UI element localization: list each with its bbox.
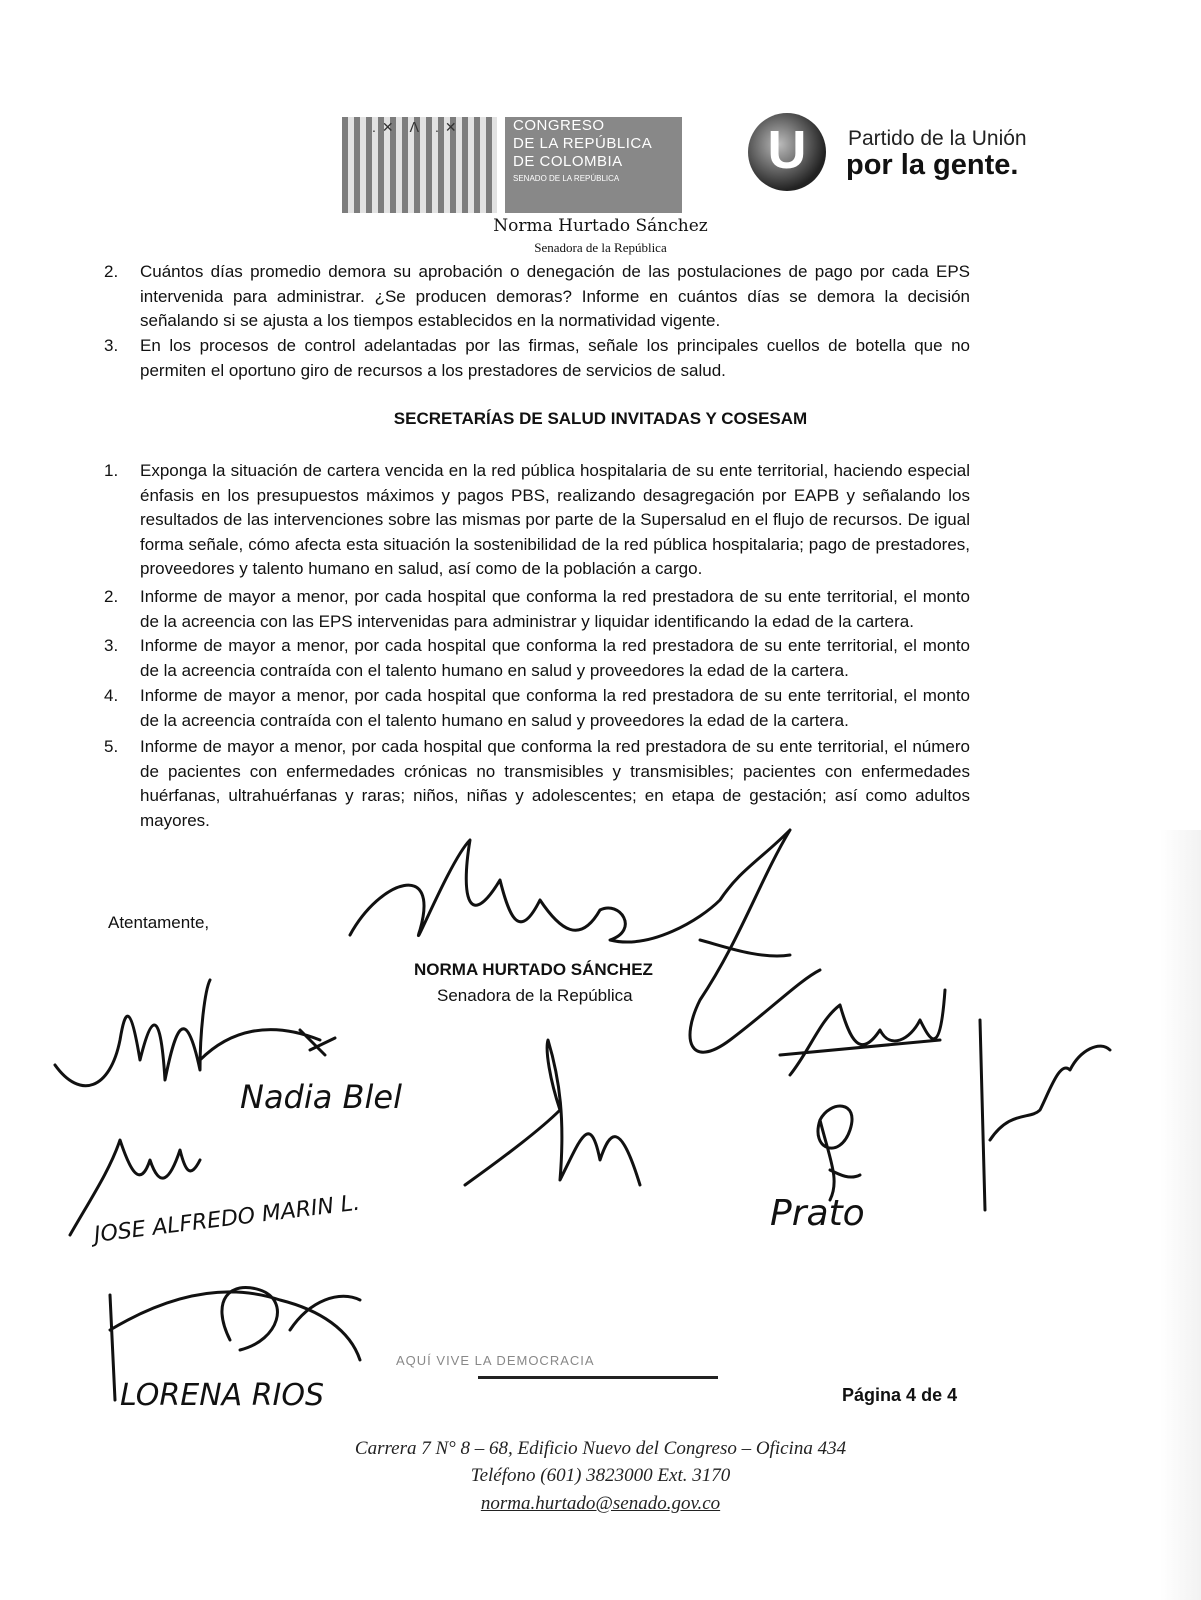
signature-right-3 bbox=[980, 1020, 1110, 1210]
list-item: 3. En los procesos de control adelantadas por las firmas, señale los principales cuellos de botella que no permiten el oportuno giro de recursos a los prestadores de servicios de salud. bbox=[104, 336, 970, 380]
signature-line bbox=[478, 1376, 718, 1379]
signature-role: Senadora de la República bbox=[437, 986, 633, 1005]
page-number: Página 4 de 4 bbox=[842, 1385, 958, 1405]
signature-center bbox=[465, 1040, 640, 1185]
signature-name: NORMA HURTADO SÁNCHEZ bbox=[414, 960, 653, 979]
list-item: 4. Informe de mayor a menor, por cada hospital que conforma la red prestadora de su ente territorial, el monto de la acreencia contraída con el talento humano en salud y proveedores la edad de la cartera. bbox=[104, 686, 970, 730]
signature-right-2 bbox=[818, 1106, 860, 1200]
header-senator-role: Senadora de la República bbox=[534, 240, 667, 255]
footer-address: Carrera 7 N° 8 – 68, Edificio Nuevo del Congreso – Oficina 434 bbox=[354, 1438, 847, 1459]
handwritten-lorena-rios: LORENA RIOS bbox=[120, 1378, 325, 1413]
handwritten-jose-alfredo: JOSE ALFREDO MARIN L. bbox=[92, 1190, 362, 1248]
list-item: 5. Informe de mayor a menor, por cada hospital que conforma la red prestadora de su ente territorial, el número de pacientes con enfermedades crónicas no transmisibles y transmisibles; pacientes con enfermedades huérfanas, ultrahuérfanas y raras; niños, niñas y adolescentes; en etapa de gestación; así como adultos mayores. bbox=[104, 737, 970, 830]
partido-union-logo: U Partido de la Unión por la gente. bbox=[748, 113, 1048, 193]
footer-email-link[interactable]: norma.hurtado@senado.gov.co bbox=[480, 1493, 721, 1514]
signature-right-1 bbox=[780, 990, 945, 1075]
handwritten-prato: Prato bbox=[770, 1193, 865, 1234]
congreso-logo: .✕ ᐱ .✕ CONGRESO DE LA REPÚBLICA DE COLOMBIA SENADO DE LA REPÚBLICA bbox=[342, 117, 682, 213]
signature-nadia-blel bbox=[55, 980, 335, 1086]
list-item: 1. Exponga la situación de cartera vencida en la red pública hospitalaria de su ente territorial, haciendo especial énfasis en los presupuestos máximos y pagos PBS, realizando desagregación por EAPB y señalando los resultados de las intervenciones sobre las mismas por parte de la Supersalud en el flujo de recursos. De igual forma señale, cómo afecta esta situación la sostenibilidad de la red pública hospitalaria; pago de prestadores, proveedores y talento humano en salud, así como de la población a cargo. bbox=[104, 461, 970, 578]
list-item: 3. Informe de mayor a menor, por cada hospital que conforma la red prestadora de su ente territorial, el monto de la acreencia contraída con el talento humano en salud y proveedores la edad de la cartera. bbox=[104, 636, 970, 680]
signature-lorena-rios bbox=[110, 1287, 360, 1400]
handwritten-nadia-blel: Nadia Blel bbox=[240, 1078, 402, 1116]
watermark-text: AQUÍ VIVE LA DEMOCRACIA bbox=[396, 1353, 595, 1368]
list-item: 2. Informe de mayor a menor, por cada hospital que conforma la red prestadora de su ente territorial, el monto de la acreencia con las EPS intervenidas para administrar y liquidar identificando la edad de la cartera. bbox=[104, 587, 970, 631]
signature-jose-alfredo bbox=[70, 1140, 200, 1235]
footer-phone: Teléfono (601) 3823000 Ext. 3170 bbox=[470, 1465, 731, 1486]
signature-norma-hurtado bbox=[350, 830, 820, 1052]
list-item: 2. Cuántos días promedio demora su aprobación o denegación de las postulaciones de pago por cada EPS intervenida para administrar. ¿Se producen demoras? Informe en cuántos días se demora la decisión señalando si se ajusta a los tiempos establecidos en la normatividad vigente. bbox=[104, 262, 970, 330]
header-senator-name: Norma Hurtado Sánchez bbox=[493, 216, 708, 236]
section-title: SECRETARÍAS DE SALUD INVITADAS Y COSESAM bbox=[393, 409, 808, 428]
closing-text: Atentamente, bbox=[108, 913, 210, 932]
congreso-logo-text: CONGRESO DE LA REPÚBLICA DE COLOMBIA SENADO DE LA REPÚBLICA bbox=[505, 117, 682, 213]
